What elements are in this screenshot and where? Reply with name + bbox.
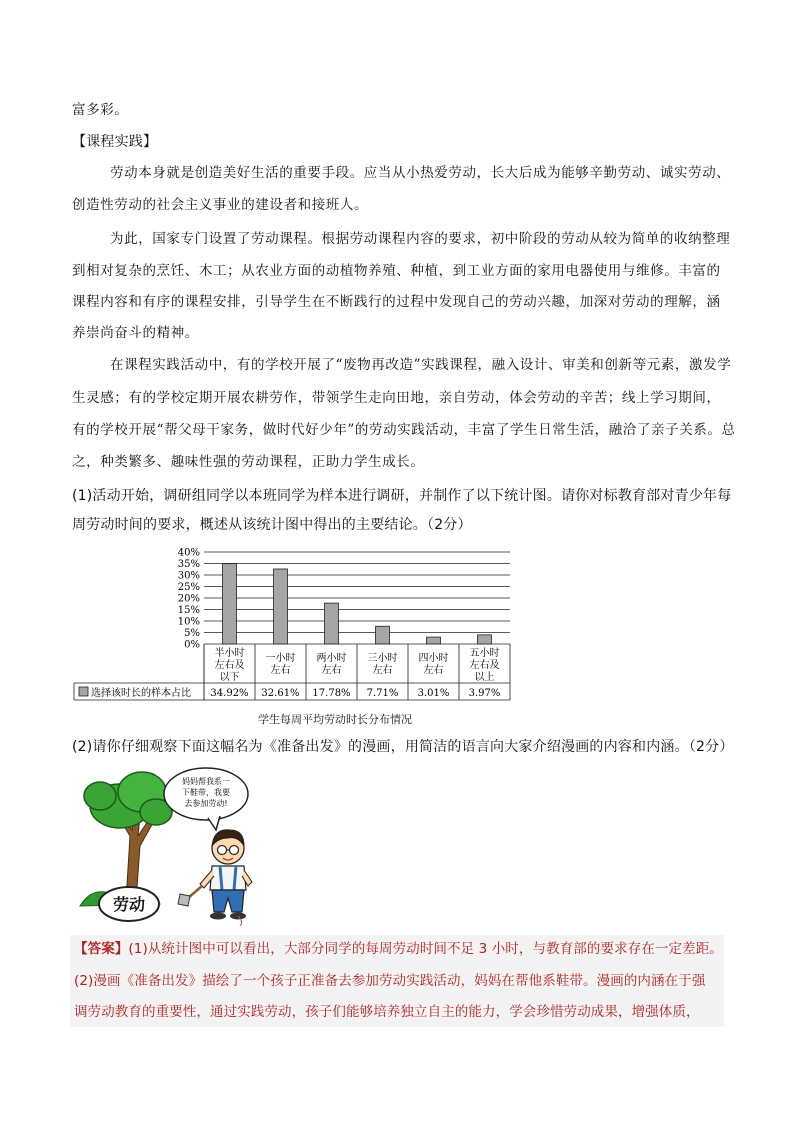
x-category-label: 左右 (372, 665, 393, 676)
paragraph-3-line-2: 生灵感；有的学校定期开展农耕劳作，带领学生走向田地，亲自劳动，体会劳动的辛苦；线上学习期间， (72, 390, 721, 406)
answer-line-1 (74, 939, 723, 959)
y-tick-label: 15% (177, 605, 200, 616)
data-label: 34.92% (210, 688, 249, 699)
paragraph-tail: 富多彩。 (72, 102, 129, 118)
answer-tag: 【答案】 (74, 941, 129, 957)
paragraph-3-line-4: 之，种类繁多、趣味性强的劳动课程，正助力学生成长。 (72, 454, 425, 470)
bar (223, 564, 237, 644)
y-tick-label: 30% (177, 570, 200, 582)
legend-label: 选择该时长的样本占比 (91, 688, 191, 699)
y-tick-label: 10% (177, 616, 200, 628)
question-2-line-1: (2)请你仔细观察下面这幅名为《准备出发》的漫画，用简洁的语言向大家介绍漫画的内容和内涵。（2分） (72, 739, 734, 755)
bar (376, 626, 390, 644)
answer-box (70, 935, 724, 1027)
paragraph-2-line-1: 为此，国家专门设置了劳动课程。根据劳动课程内容的要求，初中阶段的劳动从较为简单的收纳整理 (110, 231, 731, 247)
speech-line-1: 妈妈帮我系一 (182, 777, 230, 786)
x-category-label: 一小时 (265, 653, 296, 664)
speech-line-2: 下鞋带，我要 (182, 788, 230, 797)
answer-text-1: (1)从统计图中可以看出，大部分同学的每周劳动时间不足 3 小时，与教育部的要求存在一定差距。 (128, 941, 723, 957)
x-category-label: 左右 (321, 665, 342, 676)
data-label: 3.97% (468, 688, 501, 699)
x-category-label: 两小时 (316, 653, 347, 664)
paragraph-3-line-3: 有的学校开展“帮父母干家务，做时代好少年”的劳动实践活动，丰富了学生日常生活，融洽了亲子关系。总 (72, 422, 736, 438)
x-category-label: 以下 (219, 672, 240, 683)
y-tick-label: 25% (177, 582, 200, 593)
question-1-line-2: 周劳动时间的要求，概述从该统计图中得出的主要结论。（2分） (72, 517, 472, 533)
y-tick-label: 20% (177, 593, 200, 605)
section-heading: 【课程实践】 (72, 134, 158, 150)
paragraph-1-line-2: 创造性劳动的社会主义事业的建设者和接班人。 (72, 197, 369, 213)
bar (427, 637, 441, 644)
x-category-label: 三小时 (367, 653, 398, 664)
x-category-label: 以上 (474, 672, 495, 683)
x-category-label: 左右及 (469, 660, 500, 671)
cartoon-prepare-to-depart (72, 766, 292, 926)
y-tick-label: 40% (177, 547, 200, 559)
data-label: 32.61% (261, 688, 300, 699)
y-tick-label: 5% (184, 628, 200, 639)
x-category-label: 左右及 (214, 660, 245, 671)
x-category-label: 半小时 (214, 648, 245, 659)
x-category-label: 五小时 (469, 648, 500, 659)
bar (274, 569, 288, 644)
boy-icon (178, 830, 252, 926)
bar (478, 635, 492, 644)
answer-line-2: (2)漫画《准备出发》描绘了一个孩子正准备去参加劳动实践活动，妈妈在帮他系鞋带。漫画的内涵在于强 (74, 973, 706, 989)
tree-icon (84, 772, 172, 901)
speech-line-3: 去参加劳动! (184, 799, 228, 808)
bar (325, 603, 339, 644)
data-label: 17.78% (312, 688, 351, 699)
x-category-label: 左右 (270, 665, 291, 676)
y-tick-label: 35% (177, 559, 200, 570)
paragraph-2-line-3: 课程内容和有序的课程安排，引导学生在不断践行的过程中发现自己的劳动兴趣，加深对劳动的理解，涵 (72, 294, 721, 310)
paragraph-1-line-1: 劳动本身就是创造美好生活的重要手段。应当从小热爱劳动，长大后成为能够辛勤劳动、诚实劳动、 (110, 165, 731, 181)
x-category-label: 左右 (423, 665, 444, 676)
answer-line-3: 调劳动教育的重要性，通过实践劳动，孩子们能够培养独立自主的能力，学会珍惜劳动成果，增强体质， (74, 1004, 700, 1020)
legend-swatch (79, 687, 88, 696)
paragraph-2-line-4: 养崇尚奋斗的精神。 (72, 325, 199, 341)
question-1-line-1: (1)活动开始，调研组同学以本班同学为样本进行调研，并制作了以下统计图。请你对标教育部对青少年每 (72, 488, 732, 504)
y-tick-label: 0% (184, 639, 200, 651)
rock-label: 劳动 (112, 895, 146, 914)
data-label: 7.71% (366, 688, 399, 699)
bar-chart-svg (72, 540, 522, 710)
bar-chart (72, 540, 522, 710)
paragraph-2-line-2: 到相对复杂的烹饪、木工；从农业方面的动植物养殖、种植，到工业方面的家用电器使用与维修。丰富的 (72, 263, 721, 279)
x-category-label: 四小时 (418, 653, 449, 664)
chart-caption: 学生每周平均劳动时长分布情况 (258, 713, 412, 726)
paragraph-3-line-1: 在课程实践活动中，有的学校开展了“废物再改造”实践课程，融入设计、审美和创新等元素，激发学 (110, 357, 732, 373)
data-label: 3.01% (417, 688, 450, 699)
